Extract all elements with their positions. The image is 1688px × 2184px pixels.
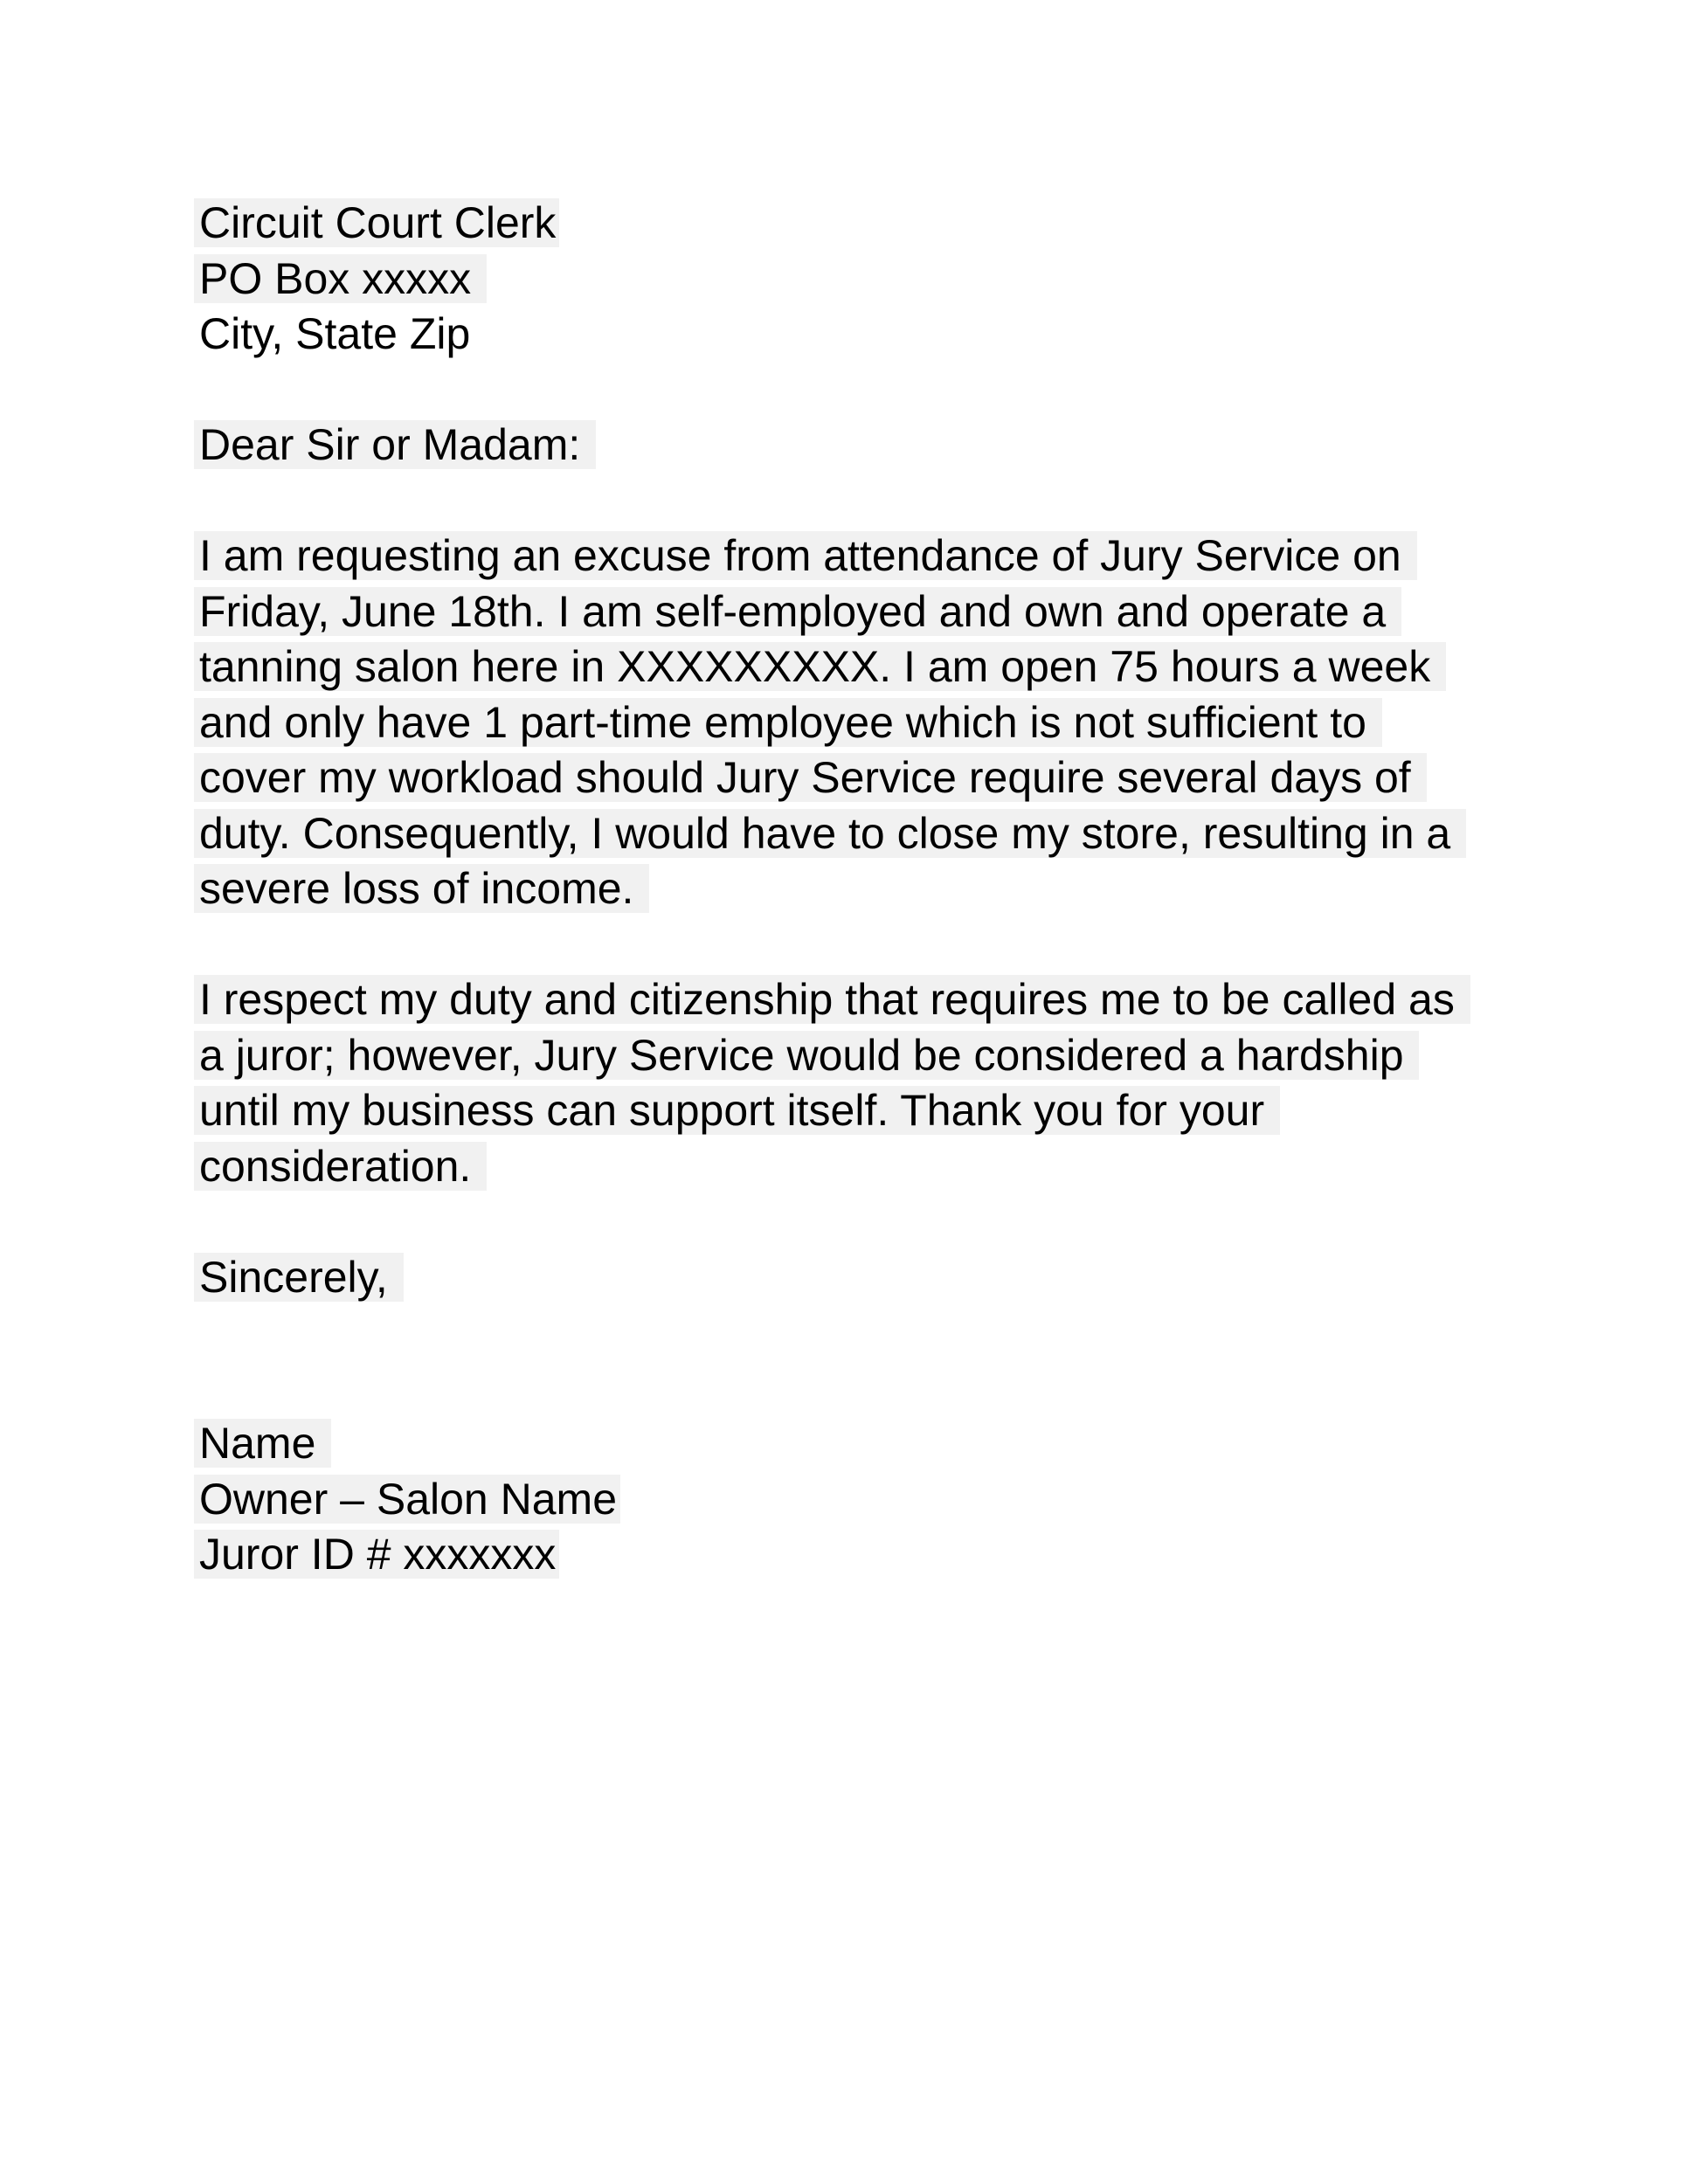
- body-paragraph-line: tanning salon here in XXXXXXXXX. I am open 75 hours a week: [194, 642, 1446, 691]
- body-paragraph-line-row: [194, 972, 1557, 1028]
- blank-line: [194, 363, 1557, 418]
- signature-line-row: [194, 1416, 1557, 1472]
- recipient-line-row: [194, 196, 1557, 252]
- recipient-line: Circuit Court Clerk: [194, 198, 559, 247]
- closing-line: Sincerely,: [194, 1253, 404, 1302]
- body-paragraph-line: until my business can support itself. Thank you for your: [194, 1086, 1280, 1135]
- body-paragraph-line: severe loss of income.: [194, 864, 649, 913]
- blank-line: [194, 1361, 1557, 1417]
- blank-line: [194, 1194, 1557, 1250]
- body-paragraph-line-row: [194, 639, 1557, 695]
- signature-line-row: [194, 1527, 1557, 1583]
- body-paragraph-line: I respect my duty and citizenship that requires me to be called as: [194, 975, 1470, 1024]
- body-paragraph-line-row: [194, 1083, 1557, 1139]
- closing-line-row: [194, 1250, 1557, 1306]
- body-paragraph-line-row: [194, 806, 1557, 862]
- blank-line: [194, 1305, 1557, 1361]
- body-paragraph-line-row: [194, 695, 1557, 751]
- body-paragraph-line-row: [194, 1139, 1557, 1195]
- blank-line: [194, 917, 1557, 973]
- body-paragraph-line: I am requesting an excuse from attendance of Jury Service on: [194, 531, 1417, 580]
- signature-line-row: [194, 1472, 1557, 1528]
- signature-line: Owner – Salon Name: [194, 1475, 620, 1524]
- body-paragraph-line-row: [194, 584, 1557, 640]
- body-paragraph-line: Friday, June 18th. I am self-employed and own and operate a: [194, 587, 1401, 636]
- body-paragraph-line-row: [194, 861, 1557, 917]
- recipient-line: City, State Zip: [199, 309, 471, 358]
- recipient-line-row: [194, 252, 1557, 308]
- signature-line: Name: [194, 1419, 331, 1468]
- body-paragraph-line-row: [194, 750, 1557, 806]
- salutation-line: Dear Sir or Madam:: [194, 420, 596, 469]
- letter-content: [194, 196, 1557, 1583]
- recipient-line-row: [194, 307, 1557, 363]
- recipient-line: PO Box xxxxx: [194, 254, 487, 303]
- signature-line: Juror ID # xxxxxxx: [194, 1530, 559, 1579]
- body-paragraph-line: cover my workload should Jury Service require several days of: [194, 753, 1427, 802]
- body-paragraph-line: a juror; however, Jury Service would be considered a hardship: [194, 1031, 1419, 1080]
- salutation-line-row: [194, 418, 1557, 473]
- blank-line: [194, 473, 1557, 529]
- body-paragraph-line: consideration.: [194, 1142, 487, 1191]
- body-paragraph-line-row: [194, 1028, 1557, 1084]
- body-paragraph-line: duty. Consequently, I would have to close my store, resulting in a: [194, 809, 1466, 858]
- body-paragraph-line: and only have 1 part-time employee which is not sufficient to: [194, 698, 1382, 747]
- body-paragraph-line-row: [194, 529, 1557, 584]
